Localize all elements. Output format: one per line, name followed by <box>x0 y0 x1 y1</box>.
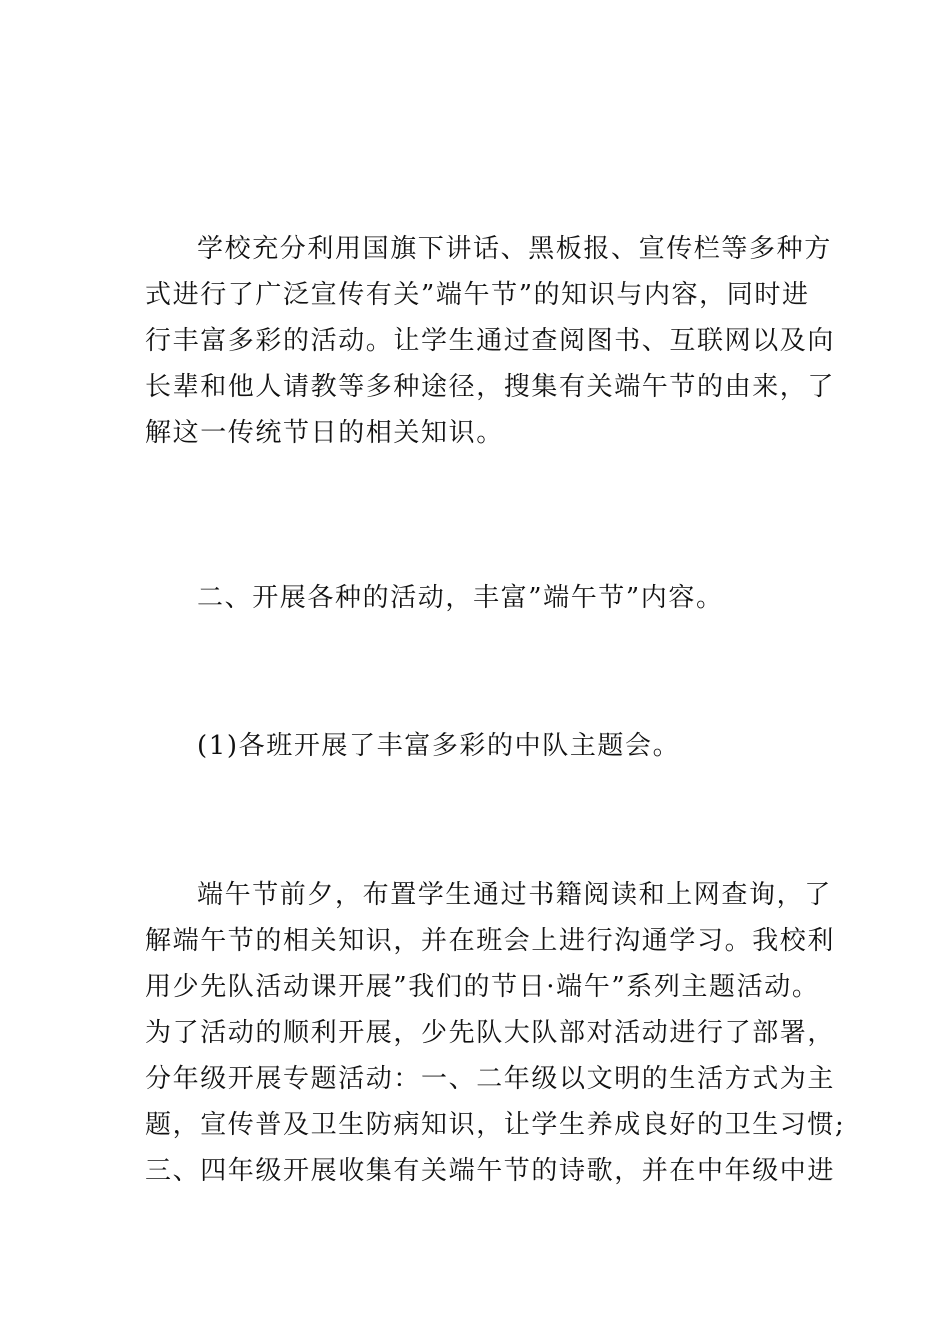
text-line: 三、四年级开展收集有关端午节的诗歌，并在中年级中进 <box>145 1156 836 1186</box>
text-line: 为了活动的顺利开展，少先队大队部对活动进行了部署， <box>145 1018 836 1048</box>
text-line: (1)各班开展了丰富多彩的中队主题会。 <box>197 731 681 761</box>
paragraph-activities <box>145 872 845 1194</box>
text-line: 解这一传统节日的相关知识。 <box>145 418 504 448</box>
text-line: 行丰富多彩的活动。让学生通过查阅图书、互联网以及向 <box>145 326 836 356</box>
subsection-heading <box>145 723 845 769</box>
text-line: 题，宣传普及卫生防病知识，让学生养成良好的卫生习惯; <box>145 1110 846 1140</box>
text-line: 用少先队活动课开展”我们的节日·端午”系列主题活动。 <box>145 972 820 1002</box>
text-line: 学校充分利用国旗下讲话、黑板报、宣传栏等多种方 <box>197 234 832 264</box>
text-line: 解端午节的相关知识，并在班会上进行沟通学习。我校利 <box>145 926 836 956</box>
text-line: 分年级开展专题活动：一、二年级以文明的生活方式为主 <box>145 1064 836 1094</box>
section-heading <box>145 575 845 621</box>
text-line: 长辈和他人请教等多种途径，搜集有关端午节的由来，了 <box>145 372 836 402</box>
paragraph-publicity <box>145 226 845 456</box>
text-line: 二、开展各种的活动，丰富”端午节”内容。 <box>197 583 724 613</box>
text-line: 端午节前夕，布置学生通过书籍阅读和上网查询，了 <box>197 880 832 910</box>
text-line: 式进行了广泛宣传有关”端午节”的知识与内容，同时进 <box>145 280 810 310</box>
